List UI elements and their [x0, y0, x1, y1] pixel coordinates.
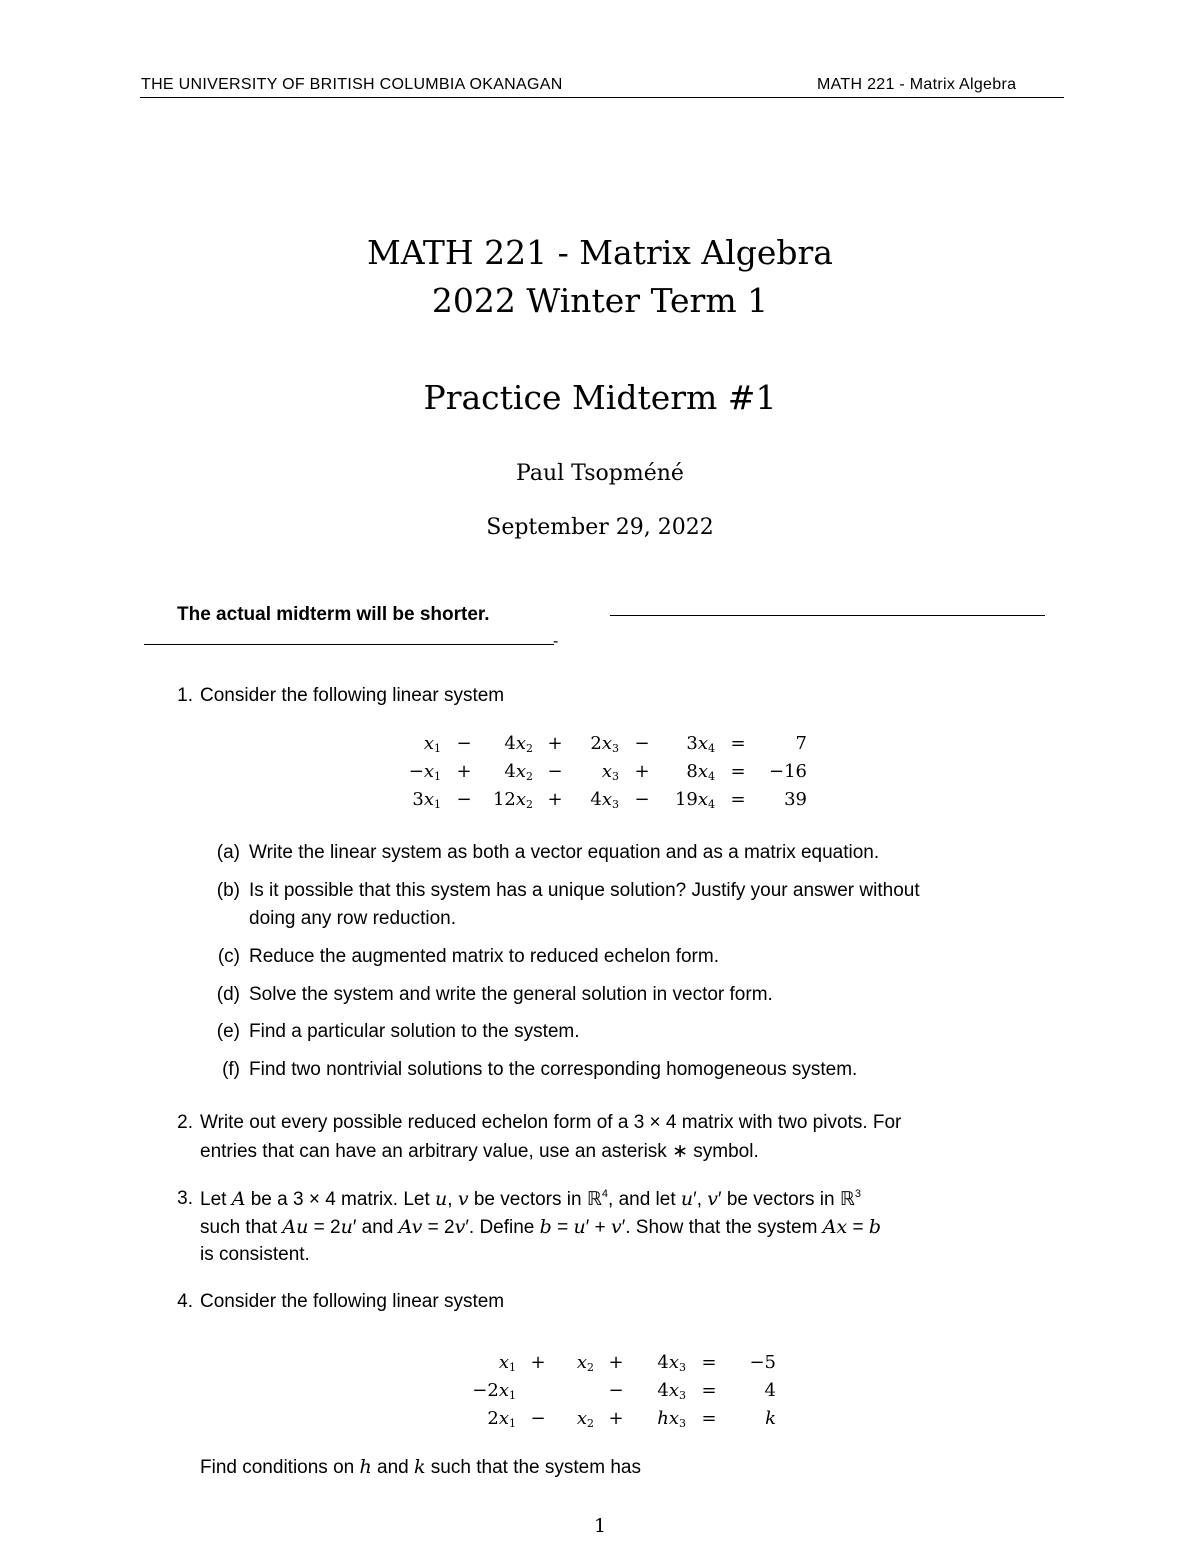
notice: The actual midterm will be shorter. [177, 604, 490, 625]
q2-line-1: Write out every possible reduced echelon form of a 3 × 4 matrix with two pivots. For [200, 1112, 902, 1133]
q3-line-1: Let A be a 3 × 4 matrix. Let u, v be vectors in ℝ$^4$, and let u′, v′ be vectors in ℝ$^3$ [200, 1188, 862, 1210]
q1-part-text: Solve the system and write the general solution in vector form. [249, 984, 773, 1005]
q1-system [405, 730, 807, 814]
notice-rule-1 [610, 615, 1045, 616]
q1-text: Consider the following linear system [200, 685, 505, 706]
notice-rule-2 [144, 644, 554, 645]
term-title: 2022 Winter Term 1 [431, 281, 769, 320]
q1-eq-row: $-x_1$ + $4x_2$ − $x_3$ + $8x_4$ = −16 [408, 761, 807, 783]
q1-number: 1. [177, 685, 193, 706]
author: Paul Tsopméné [516, 461, 684, 486]
q2-number: 2. [177, 1112, 193, 1133]
header-rule [140, 97, 1064, 98]
exam-title: Practice Midterm #1 [423, 378, 777, 417]
q1-part-text: Is it possible that this system has a unique solution? Justify your answer without [249, 880, 920, 901]
q4-system [458, 1349, 776, 1433]
q1-part-label: (b) [216, 880, 240, 901]
notice-rule-end: - [553, 633, 559, 650]
date: September 29, 2022 [486, 515, 714, 540]
q3-number: 3. [177, 1188, 193, 1209]
q1-eq-row: $3x_1$ − $12x_2$ + $4x_3$ − $19x_4$ = 39 [412, 789, 807, 811]
q4-number: 4. [177, 1291, 193, 1312]
q1-part-label: (a) [216, 842, 240, 863]
q4-after: Find conditions on h and k such that the system has [200, 1456, 641, 1478]
q1-part-text: Find two nontrivial solutions to the corresponding homogeneous system. [249, 1059, 858, 1080]
page-number: 1 [593, 1515, 607, 1537]
q4-eq-row: $-2x_1$ − $4x_3$ = 4 [472, 1380, 776, 1402]
q1-part-text: Reduce the augmented matrix to reduced echelon form. [249, 946, 719, 967]
q1-part-text: Write the linear system as both a vector equation and as a matrix equation. [249, 842, 880, 863]
q4-eq-row: $2x_1$ − $x_2$ + $hx_3$ = k [487, 1408, 776, 1430]
running-header-left: THE UNIVERSITY OF BRITISH COLUMBIA OKANAGAN [141, 76, 563, 93]
q3-line-3: is consistent. [200, 1244, 310, 1265]
running-header-right: MATH 221 - Matrix Algebra [817, 76, 1017, 93]
q1-part-label: (e) [216, 1021, 240, 1042]
q1-part-label: (c) [217, 946, 240, 967]
q1-part-text-cont: doing any row reduction. [249, 908, 457, 929]
q3-line-2: such that Au = 2u′ and Av = 2v′. Define b = u′ + v′. Show that the system Ax = b [200, 1216, 881, 1238]
q1-part-text: Find a particular solution to the system. [249, 1021, 580, 1042]
q1-part-label: (f) [222, 1059, 240, 1080]
q1-eq-row: $x_1$ − $4x_2$ + $2x_3$ − $3x_4$ = 7 [423, 733, 807, 755]
course-title: MATH 221 - Matrix Algebra [367, 233, 833, 272]
q1-part-label: (d) [216, 984, 240, 1005]
q4-eq-row: $x_1$ + $x_2$ + $4x_3$ = −5 [498, 1352, 776, 1374]
q2-line-2: entries that can have an arbitrary value, use an asterisk ∗ symbol. [200, 1141, 759, 1162]
q4-text: Consider the following linear system [200, 1291, 505, 1312]
